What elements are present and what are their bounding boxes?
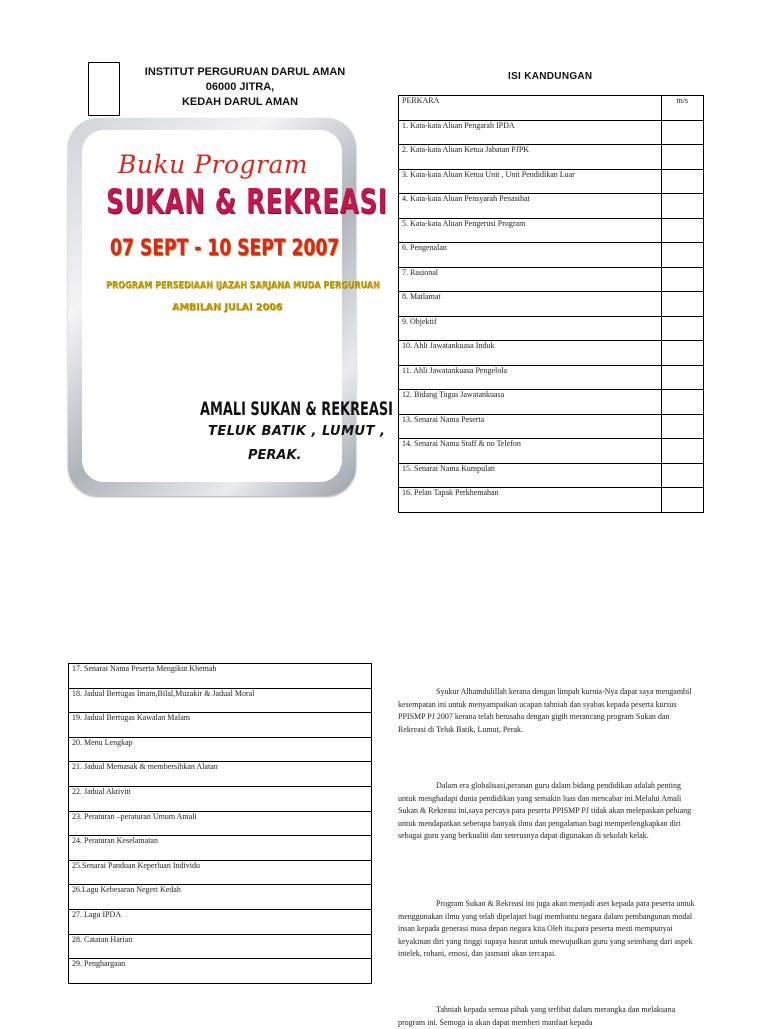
table-row [69,860,372,885]
table-row [69,811,372,836]
contents-title: ISI KANDUNGAN [508,71,593,82]
contents-item: 25.Senarai Panduan Keperluan Individu [69,860,372,885]
page-number-cell [661,267,704,292]
column-header-item: PERKARA [399,96,662,121]
contents-item: 10. Ahli Jawatankuasa Induk [399,341,662,366]
contents-item: 2. Kata-kata Aluan Ketua Jabatan PJPK [399,145,662,170]
table-row [399,439,704,464]
cover-event-name: SUKAN & REKREASI [106,182,388,222]
contents-table-continued [68,663,372,984]
contents-item: 16. Pelan Tapak Perkhemahan [399,488,662,513]
paragraph-globalization: Dalam era globalisasi,peranan guru dalam bidang pendidikan adalah penting untuk menghadapi dunia pendidikan yang semakin luas dan mencabar ini.Melalui Amali Sukan & Rekreasi ini,saya percaya para peserta PPISMP PJ tidak akan melepaskan peluang untuk mendapatkan seberapa banyak ilmu dan pengalaman bagi memperlengkapkan diri sebagai guru yang berkualiti dan seterusnya dapat digunakan di sekolah kelak. [398,781,692,840]
page-number-cell [661,439,704,464]
contents-item: 4. Kata-kata Aluan Pensyarah Penasihat [399,194,662,219]
cover-frame [68,118,393,496]
table-row [69,786,372,811]
cover-location: TELUK BATIK , LUMUT , [208,424,386,439]
institute-state: KEDAH DARUL AMAN [181,96,299,108]
page-number-cell [661,145,704,170]
contents-item: 29. Penghargaan [69,959,372,984]
contents-item: 22. Jadual Aktiviti [69,786,372,811]
table-row [69,836,372,861]
contents-item: 20. Menu Lengkap [69,737,372,762]
page-number-cell [661,390,704,415]
table-row [399,414,704,439]
table-row [69,909,372,934]
page-number-cell [661,169,704,194]
table-row [399,194,704,219]
page-number-cell [661,120,704,145]
cover-state: PERAK. [248,448,302,463]
contents-item: 3. Kata-kata Aluan Ketua Unit , Unit Pendidikan Luar [399,169,662,194]
contents-item: 12. Bidang Tugas Jawatankuasa [399,390,662,415]
contents-item: 11. Ahli Jawatankuasa Pengelola [399,365,662,390]
contents-item: 24. Peraturan Keselamatan [69,836,372,861]
page-number-cell [661,365,704,390]
table-row [69,713,372,738]
page-number-cell [661,341,704,366]
table-row [399,316,704,341]
table-row [399,243,704,268]
contents-item: 13. Senarai Nama Peserta [399,414,662,439]
table-row [69,762,372,787]
page-number-cell [661,218,704,243]
contents-item: 15. Senarai Nama Kumpulan [399,463,662,488]
table-row [399,488,704,513]
contents-item: 21. Jadual Memasak & membersihkan Alatan [69,762,372,787]
contents-item: 23. Peraturan –peraturan Umum Amali [69,811,372,836]
page-number-cell [661,463,704,488]
institute-postcode: 06000 JITRA, [205,81,275,93]
table-row [399,267,704,292]
contents-item: 19. Jadual Bertugas Kawalan Malam [69,713,372,738]
paragraph-congratulations: Tahniah kepada semua pihak yang terlibat dalam merangka dan melaksana program ini. Semoga ia akan dapat memberi manfaat kepada [398,1005,676,1027]
contents-item: 8. Matlamat [399,292,662,317]
cover-panel [82,130,393,482]
contents-item: 9. Objektif [399,316,662,341]
table-row [399,365,704,390]
table-row [69,664,372,689]
table-header-row [399,96,704,121]
page-number-cell [661,292,704,317]
table-row [399,390,704,415]
contents-item: 26.Lagu Kebesaran Negeri Kedah [69,885,372,910]
contents-item: 27. Lagu IPDA [69,909,372,934]
contents-item: 17. Senarai Nama Peserta Mengikut Khemah [69,664,372,689]
contents-table [398,95,704,513]
table-row [69,934,372,959]
page-number-cell [661,414,704,439]
contents-item: 1. Kata-kata Aluan Pengarah IPDA [399,120,662,145]
contents-item: 7. Rasional [399,267,662,292]
institute-header [110,65,370,110]
table-row [399,341,704,366]
cover-dates: 07 SEPT - 10 SEPT 2007 [110,236,340,261]
page-number-cell [661,194,704,219]
contents-item: 6. Pengenalan [399,243,662,268]
cover-title: Buku Program [118,150,309,179]
table-row [399,218,704,243]
table-row [399,292,704,317]
table-row [69,885,372,910]
contents-item: 14. Senarai Nama Staff & no Telefon [399,439,662,464]
paragraph-gratitude: Syukur Alhamdulillah kerana dengan limpah kurnia-Nya dapat saya mengambil kesempatan ini untuk menyampaikan ucapan tahniah dan syabas kepada peserta kursus PPISMP PJ 2007 kerana telah berusaha dengan gigih merancang program Sukan dan Rekreasi di Teluk Batik, Lumut, Perak. [398,687,692,734]
cover-intake: AMBILAN JULAI 2006 [172,302,283,313]
paragraph-program-asset: Program Sukan & Rekreasi ini juga akan menjadi aset kepada para peserta untuk menggunakan ilmu yang telah dipelajari bagi membantu negara dalam pembangunan modal insan kepada generasi masa depan negara kita.Oleh itu,para peserta mesti mempunyai keyakinan diri yang tinggi supaya hasrat untuk mewujudkan guru yang seimbang dari aspek intelek, rohani, emosi, dan jasmani akan tercapai. [398,899,695,958]
table-row [399,169,704,194]
cover-amali: AMALI SUKAN & REKREASI [200,398,393,420]
contents-item: 5. Kata-kata Aluan Pengerusi Program [399,218,662,243]
table-row [399,120,704,145]
contents-item: 18. Jadual Bertugas Imam,Bilal,Muzakir & Jadual Moral [69,688,372,713]
page-number-cell [661,316,704,341]
table-row [69,959,372,984]
cover-program: PROGRAM PERSEDIAAN IJAZAH SARJANA MUDA PERGURUAN [106,280,380,291]
page-number-cell [661,488,704,513]
institute-name: INSTITUT PERGURUAN DARUL AMAN [144,66,346,78]
table-row [399,463,704,488]
column-header-page: m/s [661,96,704,121]
contents-item: 28. Catatan Harian [69,934,372,959]
table-row [69,688,372,713]
page-number-cell [661,243,704,268]
table-row [399,145,704,170]
table-row [69,737,372,762]
